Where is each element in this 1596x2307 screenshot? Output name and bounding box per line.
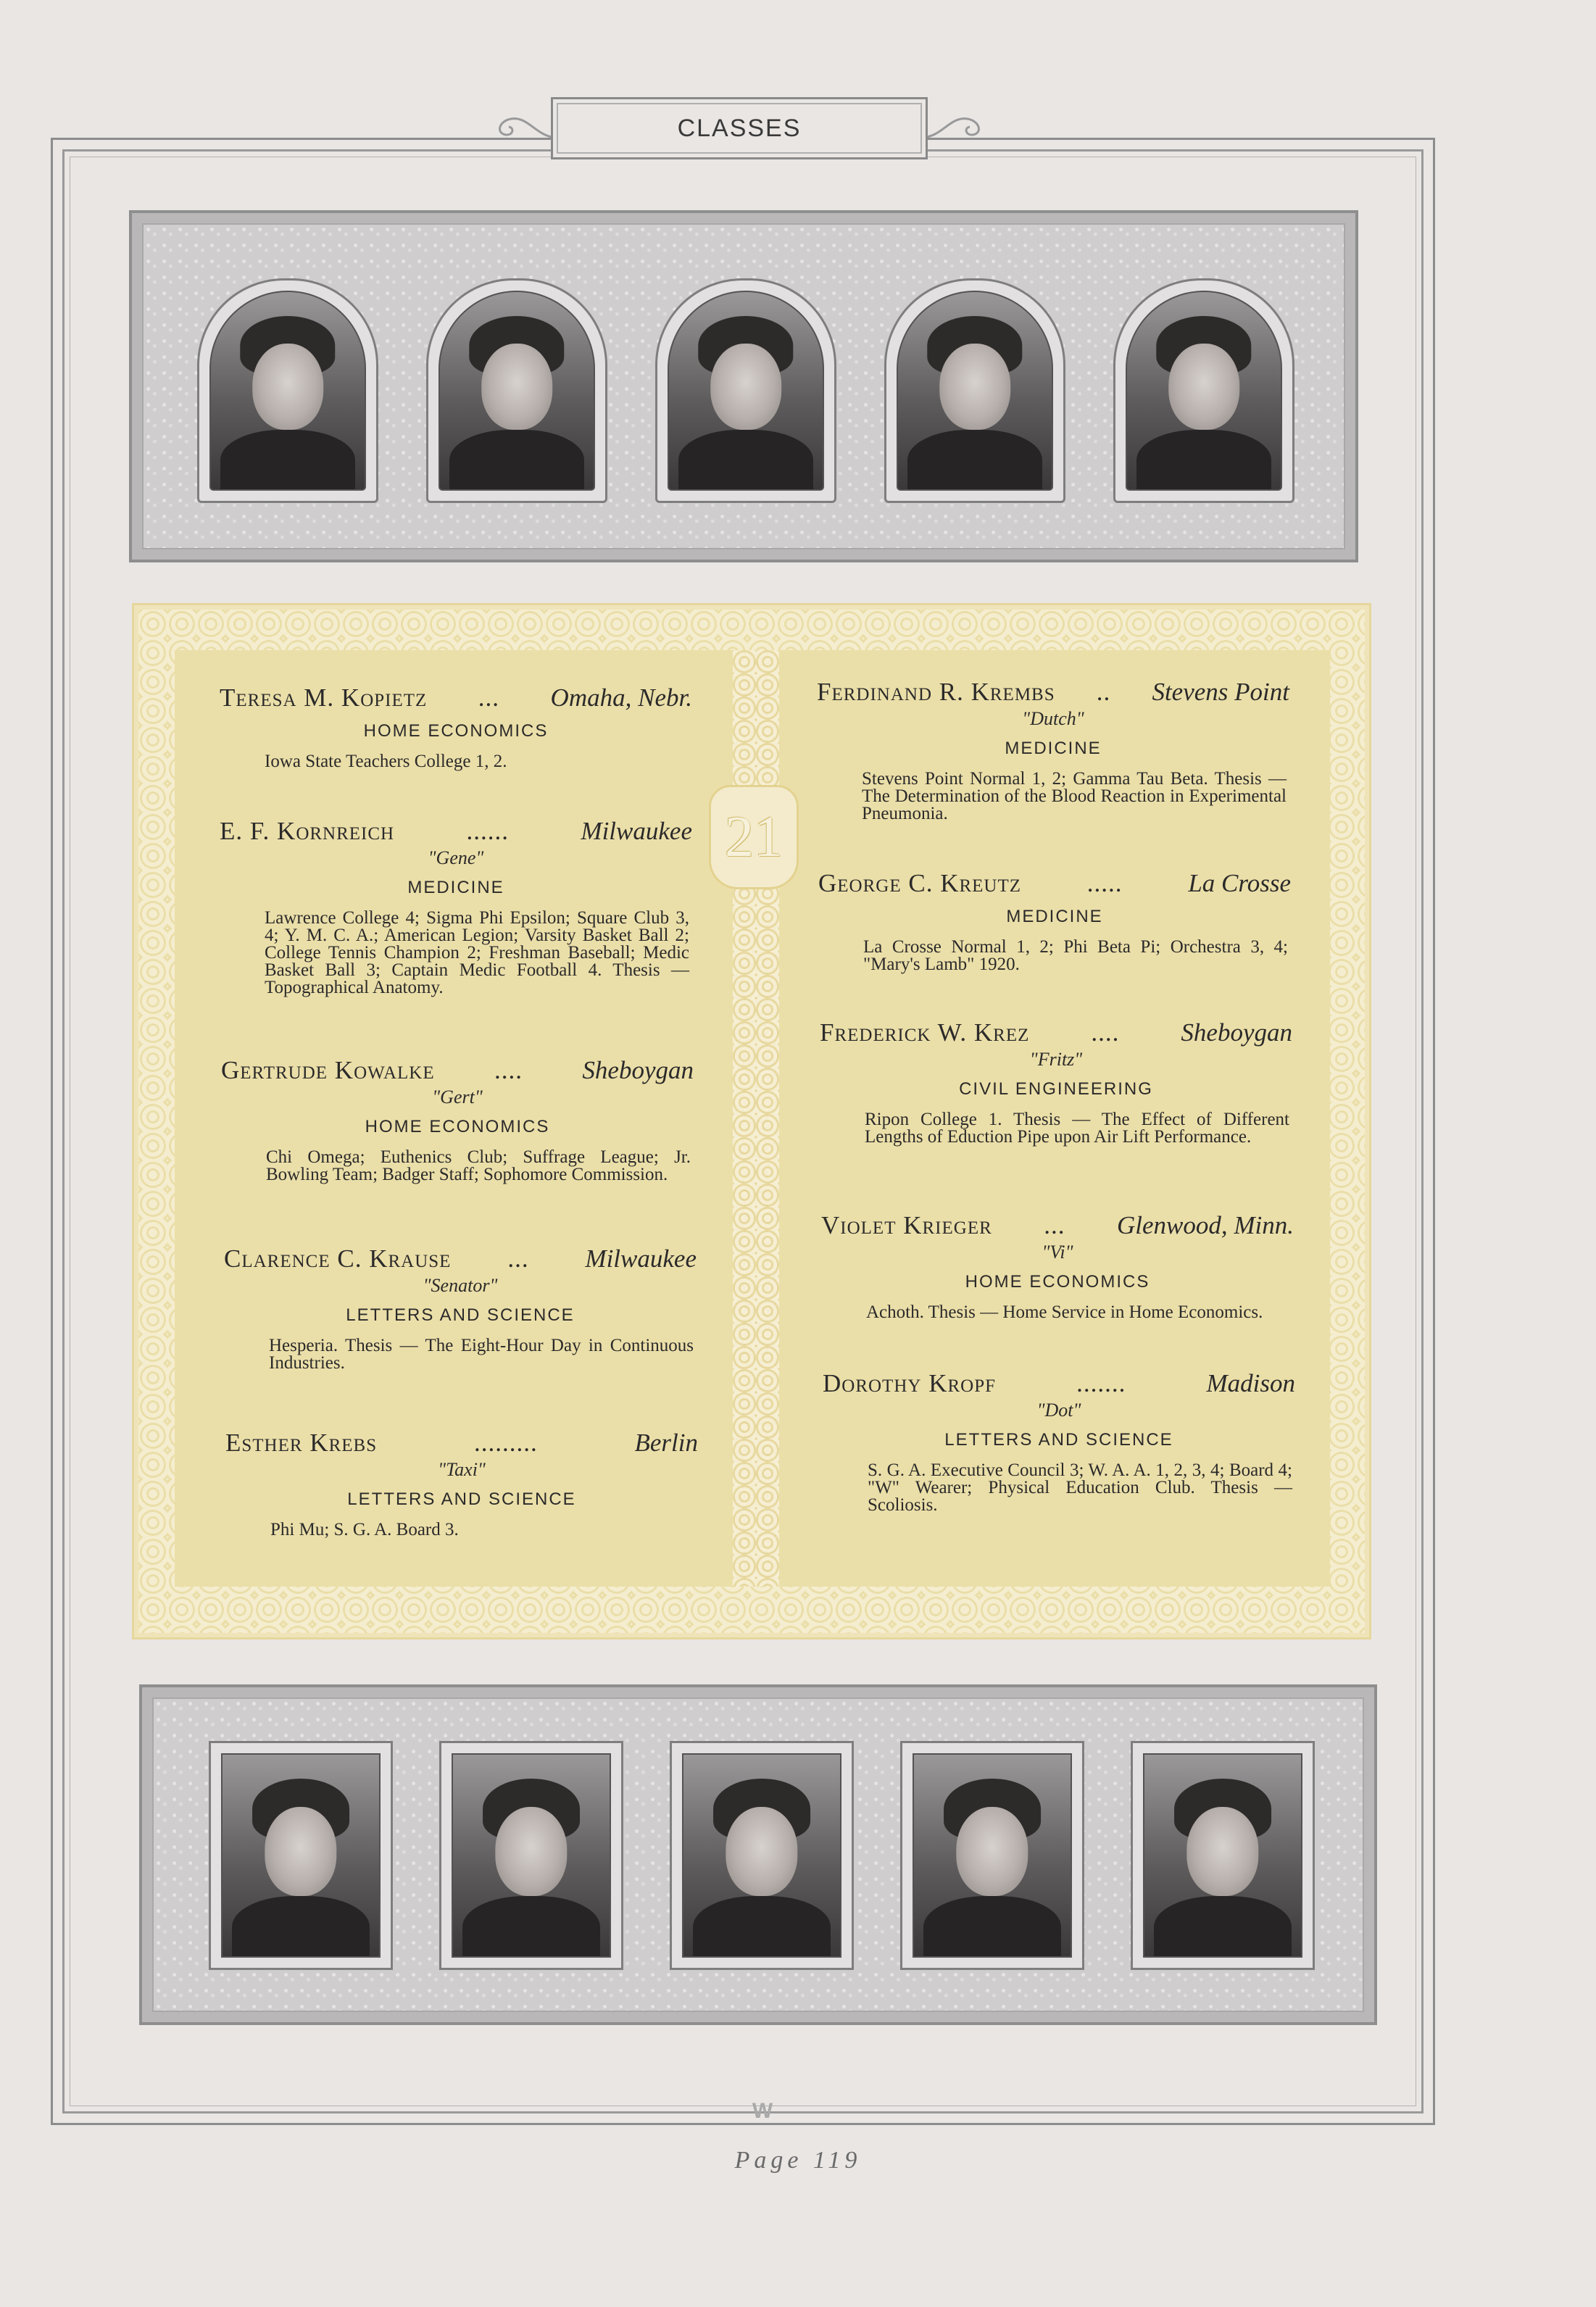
student-name: Frederick W. Krez [820, 1018, 1030, 1047]
department: HOME ECONOMICS [365, 1117, 550, 1136]
student-entry: E. F. Kornreich ...... Milwaukee "Gene" MEDICINE Lawrence College 4; Sigma Phi Epsilon; Square Club 3, 4; Y. M. C. A.; American Legion; Varsity Basket Ball 2; College Tennis Champion 2; Freshman Baseball; Medic Basket Ball 3; Captain Medic Football 4. Thesis — Topographical Anatomy. [220, 817, 692, 997]
student-entry: Frederick W. Krez .... Sheboygan "Fritz" CIVIL ENGINEERING Ripon College 1. Thesis — The Effect of Different Lengths of Eduction Pipe upon Air Lift Performance. [820, 1018, 1292, 1147]
student-record: Hesperia. Thesis — The Eight-Hour Day in Continuous Industries. [269, 1336, 694, 1373]
student-record: Ripon College 1. Thesis — The Effect of Different Lengths of Eduction Pipe upon Air Lift Performance. [865, 1110, 1289, 1147]
nickname: "Taxi" [438, 1459, 486, 1480]
student-record: Achoth. Thesis — Home Service in Home Economics. [866, 1302, 1263, 1322]
portrait-photo [670, 1741, 854, 1970]
student-record: Chi Omega; Euthenics Club; Suffrage League; Jr. Bowling Team; Badger Staff; Sophomore Commission. [266, 1147, 691, 1184]
department: LETTERS AND SCIENCE [346, 1305, 575, 1325]
page-title: CLASSES [551, 97, 928, 159]
nickname: "Senator" [423, 1275, 498, 1296]
scroll-ornament-left-icon [486, 109, 558, 145]
department: LETTERS AND SCIENCE [347, 1489, 576, 1509]
hometown: Stevens Point [1152, 678, 1289, 706]
student-entry: Violet Krieger ... Glenwood, Minn. "Vi" HOME ECONOMICS Achoth. Thesis — Home Service in Home Economics. [821, 1211, 1294, 1322]
student-name: Violet Krieger [821, 1211, 992, 1239]
hometown: Milwaukee [585, 1244, 697, 1273]
student-name: Esther Krebs [225, 1429, 378, 1457]
student-record: Lawrence College 4; Sigma Phi Epsilon; Square Club 3, 4; Y. M. C. A.; American Legion; Varsity Basket Ball 2; College Tennis Champion 2; Freshman Baseball; Medic Basket Ball 3; Captain Medic Football 4. Thesis — Topographical Anatomy. [265, 908, 689, 997]
student-name: George C. Kreutz [818, 869, 1022, 897]
department: HOME ECONOMICS [363, 721, 549, 741]
nickname: "Dutch" [1022, 708, 1084, 729]
student-name: Teresa M. Kopietz [220, 683, 428, 712]
department: CIVIL ENGINEERING [959, 1079, 1153, 1099]
student-name: Clarence C. Krause [224, 1244, 452, 1273]
student-record: Iowa State Teachers College 1, 2. [265, 752, 507, 771]
hometown: Berlin [634, 1429, 698, 1457]
nickname: "Vi" [1042, 1242, 1073, 1263]
department: HOME ECONOMICS [965, 1272, 1150, 1292]
student-name: Gertrude Kowalke [221, 1056, 435, 1084]
portrait-photo [439, 1741, 623, 1970]
department: MEDICINE [1006, 907, 1103, 926]
hometown: Sheboygan [582, 1056, 694, 1084]
hometown: Glenwood, Minn. [1116, 1211, 1294, 1239]
department: MEDICINE [407, 878, 504, 897]
student-entry: Clarence C. Krause ... Milwaukee "Senator" LETTERS AND SCIENCE Hesperia. Thesis — The Eight-Hour Day in Continuous Industries. [224, 1244, 697, 1373]
portrait-photo [426, 278, 607, 503]
student-record: S. G. A. Executive Council 3; W. A. A. 1, 2, 3, 4; Board 4; "W" Wearer; Physical Education Club. Thesis — Scoliosis. [868, 1460, 1292, 1515]
biography-panel [132, 603, 1371, 1639]
portrait-photo [884, 278, 1065, 503]
page-number: Page 119 [734, 2147, 862, 2174]
portrait-photo [1113, 278, 1294, 503]
nickname: "Gert" [432, 1086, 483, 1107]
student-name: Ferdinand R. Krembs [817, 678, 1055, 706]
top-portrait-band [129, 210, 1358, 562]
student-record: Stevens Point Normal 1, 2; Gamma Tau Beta. Thesis — The Determination of the Blood Reaction in Experimental Pneumonia. [862, 769, 1287, 823]
nickname: "Dot" [1036, 1400, 1081, 1421]
class-year-badge: 21 [709, 785, 799, 889]
portrait-photo [209, 1741, 393, 1970]
portrait-photo [1131, 1741, 1315, 1970]
department: MEDICINE [1005, 739, 1102, 758]
student-entry: Ferdinand R. Krembs .. Stevens Point "Dutch" MEDICINE Stevens Point Normal 1, 2; Gamma Tau Beta. Thesis — The Determination of the Blood Reaction in Experimental Pneumonia. [817, 678, 1289, 823]
hometown: Omaha, Nebr. [550, 683, 692, 712]
scroll-ornament-right-icon [920, 109, 993, 145]
w-emblem-icon: W [752, 2099, 773, 2123]
student-entry: Gertrude Kowalke .... Sheboygan "Gert" HOME ECONOMICS Chi Omega; Euthenics Club; Suffrage League; Jr. Bowling Team; Badger Staff; Sophomore Commission. [221, 1056, 694, 1184]
department: LETTERS AND SCIENCE [944, 1430, 1173, 1450]
hometown: Madison [1206, 1369, 1295, 1397]
student-record: Phi Mu; S. G. A. Board 3. [270, 1520, 459, 1539]
portrait-photo [655, 278, 836, 503]
bottom-portrait-band [139, 1684, 1377, 2025]
student-name: E. F. Kornreich [220, 817, 395, 845]
portrait-photo [197, 278, 378, 503]
student-entry: Teresa M. Kopietz ... Omaha, Nebr. HOME ECONOMICS Iowa State Teachers College 1, 2. [220, 683, 692, 771]
portrait-photo [900, 1741, 1084, 1970]
nickname: "Gene" [428, 847, 484, 868]
hometown: La Crosse [1188, 869, 1291, 897]
student-name: Dorothy Kropf [823, 1369, 997, 1397]
student-entry: Dorothy Kropf ....... Madison "Dot" LETTERS AND SCIENCE S. G. A. Executive Council 3; W. A. A. 1, 2, 3, 4; Board 4; "W" Wearer; Physical Education Club. Thesis — Scoliosis. [823, 1369, 1295, 1515]
student-entry: Esther Krebs ......... Berlin "Taxi" LETTERS AND SCIENCE Phi Mu; S. G. A. Board 3. [225, 1429, 698, 1539]
student-entry: George C. Kreutz ..... La Crosse MEDICINE La Crosse Normal 1, 2; Phi Beta Pi; Orchestra 3, 4; "Mary's Lamb" 1920. [818, 869, 1291, 974]
hometown: Sheboygan [1181, 1018, 1292, 1047]
hometown: Milwaukee [581, 817, 692, 845]
student-record: La Crosse Normal 1, 2; Phi Beta Pi; Orchestra 3, 4; "Mary's Lamb" 1920. [863, 937, 1288, 974]
nickname: "Fritz" [1029, 1049, 1083, 1070]
